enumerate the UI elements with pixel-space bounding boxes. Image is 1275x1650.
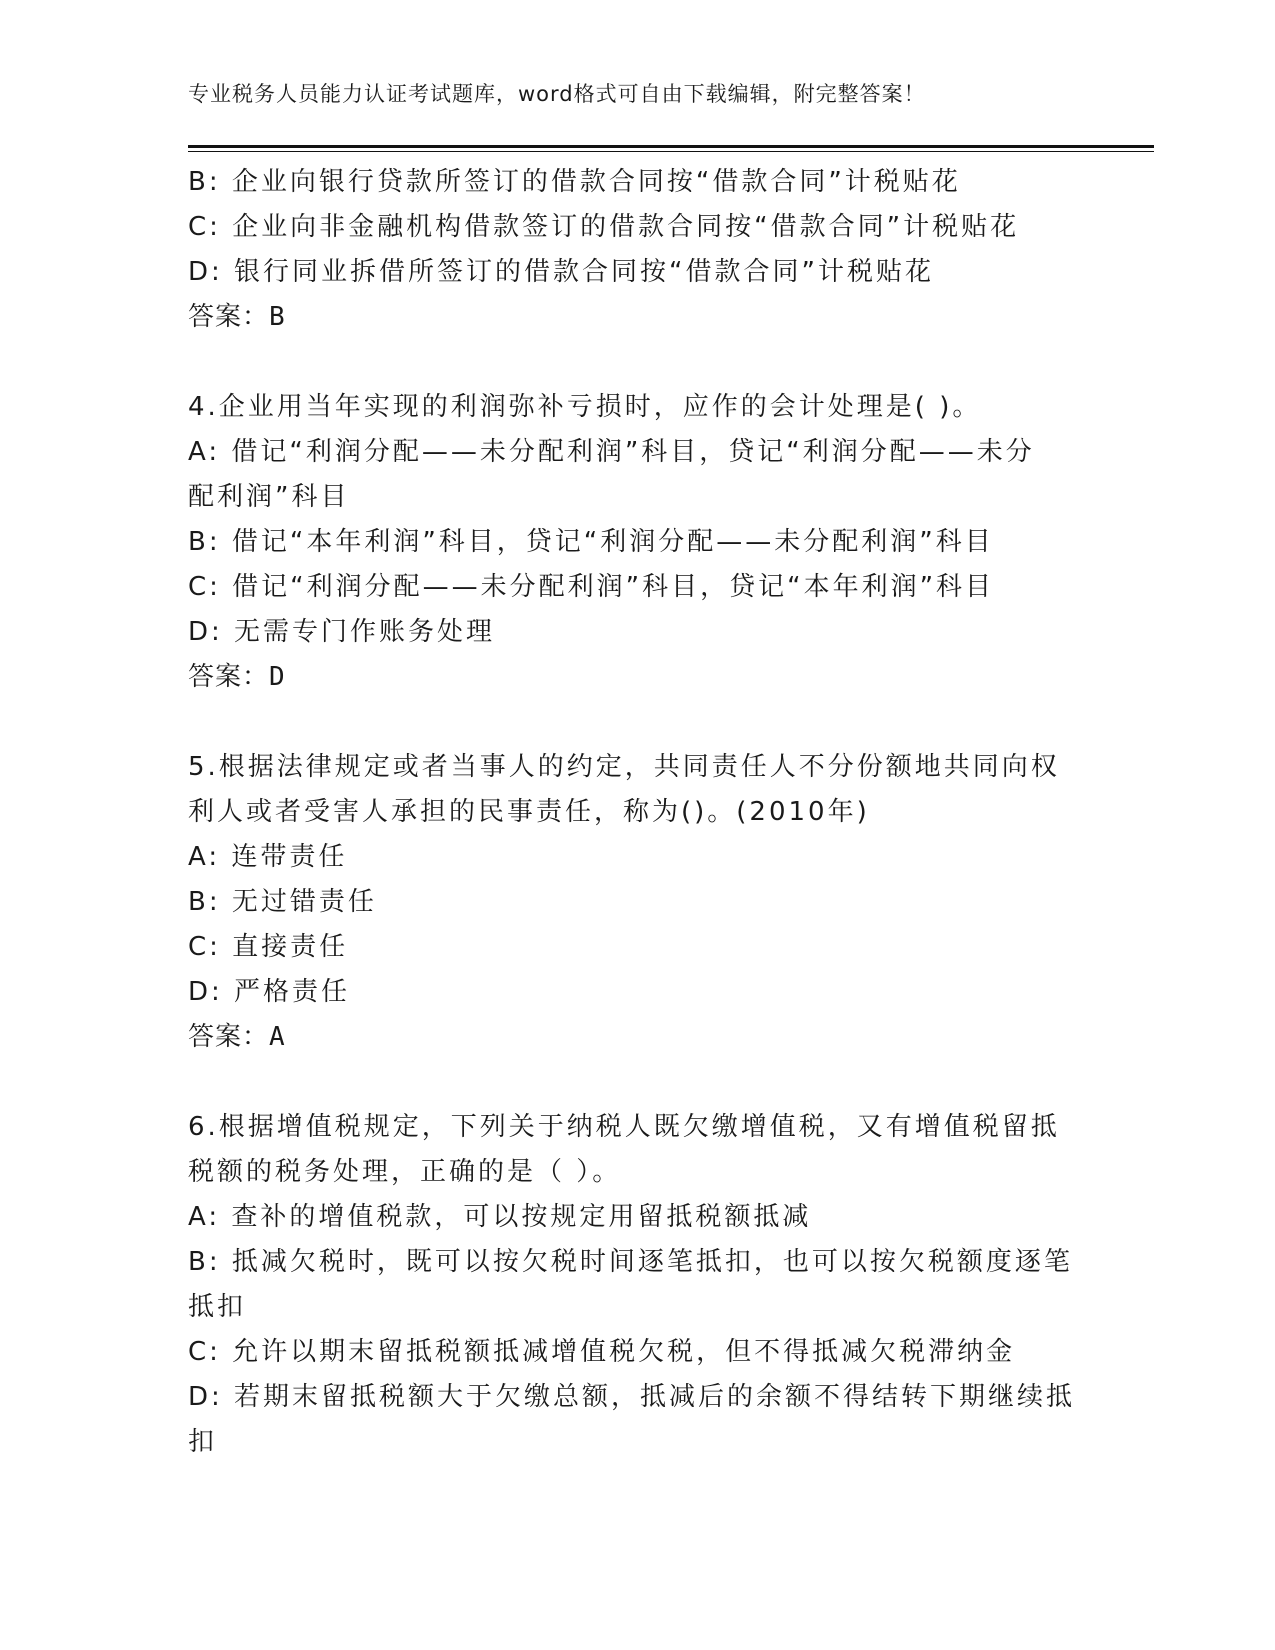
text-line: 配利润”科目 [188, 482, 350, 512]
text-line: B: 企业向银行贷款所签订的借款合同按“借款合同”计税贴花 [188, 167, 961, 197]
answer-label: 答案： [188, 1022, 270, 1052]
answer-line [188, 655, 1088, 700]
text-line: D: 银行同业拆借所签订的借款合同按“借款合同”计税贴花 [188, 257, 934, 287]
answer-value: A [269, 1022, 286, 1052]
text-line: A: 连带责任 [188, 842, 348, 872]
text-line: 税额的税务处理，正确的是（ ）。 [188, 1157, 622, 1187]
text-line: A: 查补的增值税款，可以按规定用留抵税额抵减 [188, 1202, 812, 1232]
text-line: C: 借记“利润分配——未分配利润”科目，贷记“本年利润”科目 [188, 572, 995, 602]
header-rule-thin [188, 151, 1154, 152]
spacer [188, 700, 1088, 745]
answer-line [188, 1015, 1088, 1060]
text-line: D: 无需专门作账务处理 [188, 617, 496, 647]
answer-label: 答案： [188, 662, 270, 692]
text-line: A: 借记“利润分配——未分配利润”科目，贷记“利润分配——未分 [188, 437, 1035, 467]
header-rule-thick [188, 145, 1154, 148]
text-line: B: 借记“本年利润”科目，贷记“利润分配——未分配利润”科目 [188, 527, 994, 557]
answer-value: B [269, 302, 286, 332]
text-line: 利人或者受害人承担的民事责任，称为()。(2010年) [188, 797, 870, 827]
text-line: D: 若期末留抵税额大于欠缴总额，抵减后的余额不得结转下期继续抵 [188, 1382, 1076, 1412]
page-header: 专业税务人员能力认证考试题库，word格式可自由下载编辑，附完整答案！ [188, 82, 926, 106]
text-line: 抵扣 [188, 1292, 247, 1322]
text-line: B: 抵减欠税时，既可以按欠税时间逐笔抵扣，也可以按欠税额度逐笔 [188, 1247, 1073, 1277]
text-line: C: 允许以期末留抵税额抵减增值税欠税，但不得抵减欠税滞纳金 [188, 1337, 1016, 1367]
answer-line [188, 295, 1088, 340]
spacer [188, 340, 1088, 385]
answer-label: 答案： [188, 302, 270, 332]
answer-value: D [269, 662, 286, 692]
spacer [188, 1060, 1088, 1105]
text-line: D: 严格责任 [188, 977, 351, 1007]
text-line: C: 直接责任 [188, 932, 349, 962]
question-content [188, 160, 1088, 1465]
text-line: 扣 [188, 1427, 218, 1457]
text-line: B: 无过错责任 [188, 887, 377, 917]
text-line: 5.根据法律规定或者当事人的约定，共同责任人不分份额地共同向权 [188, 752, 1060, 782]
text-line: C: 企业向非金融机构借款签订的借款合同按“借款合同”计税贴花 [188, 212, 1020, 242]
text-line: 6.根据增值税规定，下列关于纳税人既欠缴增值税，又有增值税留抵 [188, 1112, 1060, 1142]
text-line: 4.企业用当年实现的利润弥补亏损时，应作的会计处理是( )。 [188, 392, 982, 422]
